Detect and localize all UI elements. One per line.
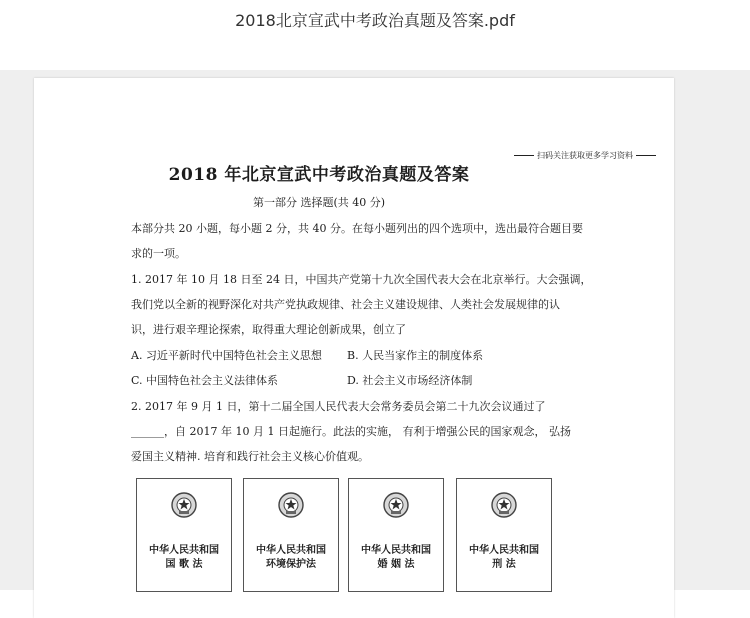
book-publisher: 中华人民共和国 xyxy=(256,545,326,556)
national-emblem-icon xyxy=(382,491,410,519)
national-emblem-icon xyxy=(170,491,198,519)
book-publisher: 中华人民共和国 xyxy=(361,545,431,556)
question-1-line: 识，进行艰辛理论探索，取得重大理论创新成果，创立了 xyxy=(131,323,406,336)
book-law-title: 婚 姻 法 xyxy=(377,559,415,570)
book-publisher: 中华人民共和国 xyxy=(149,545,219,556)
q1-option-b: B. 人民当家作主的制度体系 xyxy=(347,349,484,362)
question-2-line: ______，自 2017 年 10 月 1 日起施行。此法的实施， 有利于增强公民的国家观念， 弘扬 xyxy=(131,425,571,438)
document-title: 2018北京宣武中考政治真题及答案.pdf xyxy=(235,11,515,30)
national-emblem-icon xyxy=(490,491,518,519)
book-publisher: 中华人民共和国 xyxy=(469,545,539,556)
book-law-title: 环境保护法 xyxy=(266,559,316,570)
scan-note-rule-left xyxy=(514,155,534,156)
q1-option-a: A. 习近平新时代中国特色社会主义思想 xyxy=(131,349,322,362)
question-2-line: 2. 2017 年 9 月 1 日，第十二届全国人民代表大会常务委员会第二十九次会议通过了 xyxy=(131,400,546,413)
intro-line: 求的一项。 xyxy=(131,247,186,260)
law-book-cover xyxy=(243,478,339,592)
pdf-page xyxy=(34,78,674,618)
q1-option-d: D. 社会主义市场经济体制 xyxy=(347,374,473,387)
book-law-title: 国 歌 法 xyxy=(165,559,203,570)
question-1-line: 1. 2017 年 10 月 18 日至 24 日，中国共产党第十九次全国代表大会在北京举行。大会强调， xyxy=(131,273,592,286)
page-heading: 2018 年北京宣武中考政治真题及答案 xyxy=(168,165,470,185)
question-1-line: 我们党以全新的视野深化对共产党执政规律、社会主义建设规律、人类社会发展规律的认 xyxy=(131,298,560,311)
law-book-cover xyxy=(136,478,232,592)
intro-line: 本部分共 20 小题，每小题 2 分，共 40 分。在每小题列出的四个选项中，选出最符合题目要 xyxy=(131,222,583,235)
law-book-cover xyxy=(456,478,552,592)
question-2-line: 爱国主义精神. 培育和践行社会主义核心价值观。 xyxy=(131,450,369,463)
viewer-titlebar xyxy=(0,0,750,70)
q1-option-c: C. 中国特色社会主义法律体系 xyxy=(131,374,279,387)
scan-note-text: 扫码关注获取更多学习资料 xyxy=(537,151,633,160)
scan-note-rule-right xyxy=(636,155,656,156)
national-emblem-icon xyxy=(277,491,305,519)
section-title: 第一部分 选择题(共 40 分) xyxy=(252,196,386,209)
law-book-cover xyxy=(348,478,444,592)
book-law-title: 刑 法 xyxy=(492,559,516,570)
